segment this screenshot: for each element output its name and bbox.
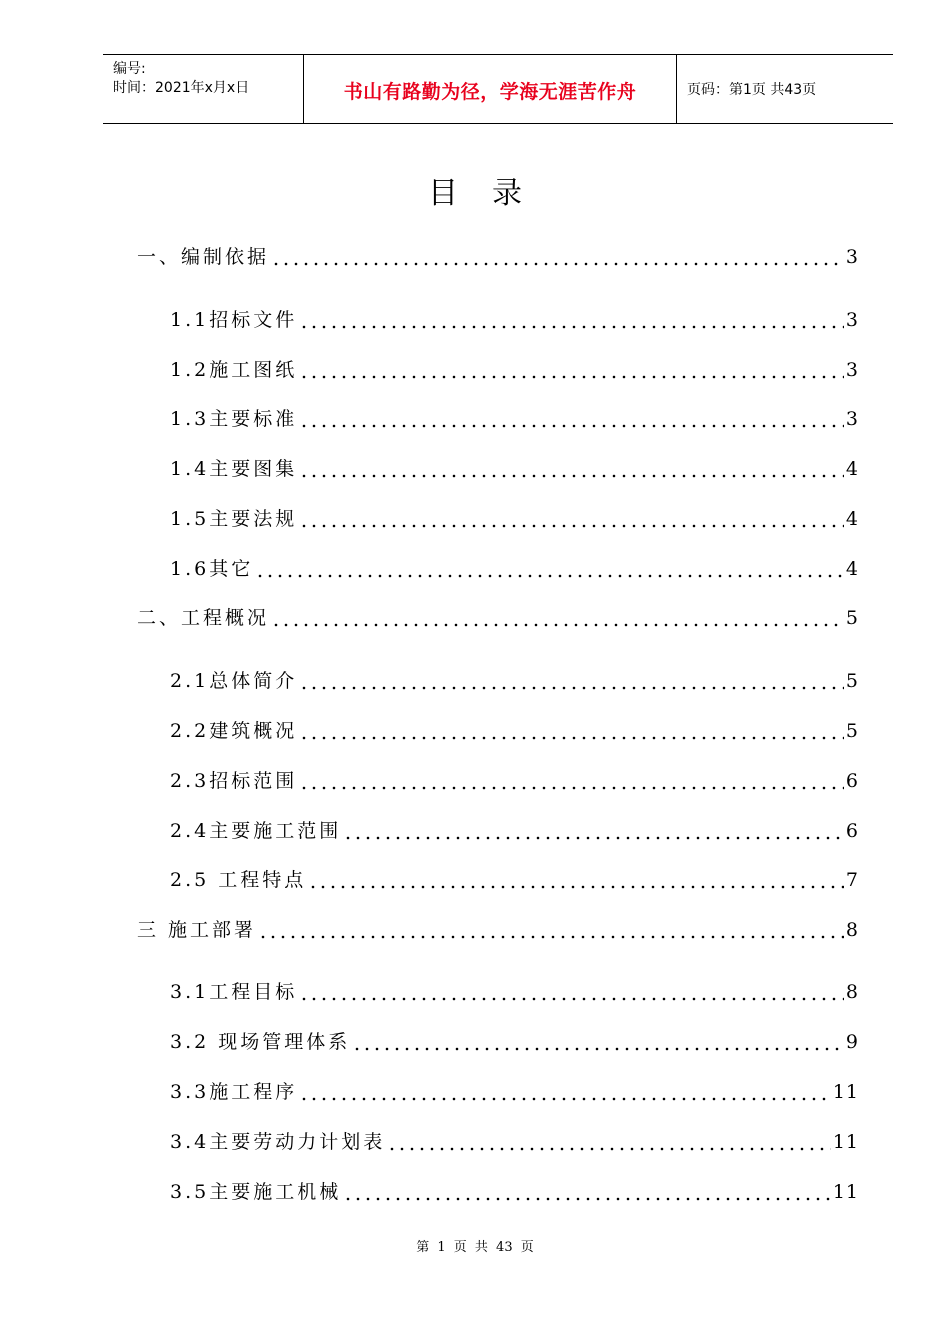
toc-dot-leader <box>299 359 844 379</box>
toc-dot-leader <box>299 408 844 428</box>
toc-dot-leader <box>299 309 844 329</box>
toc-entry[interactable] <box>170 816 859 844</box>
toc-entry-page: 5 <box>845 670 859 692</box>
toc-entry-label: 三 施工部署 <box>137 919 257 941</box>
toc-entry-page: 8 <box>845 981 859 1003</box>
header-motto: 书山有路勤为径，学海无涯苦作舟 <box>343 81 637 103</box>
toc-entry-label: 3.3施工程序 <box>170 1081 298 1103</box>
toc-entry-label: 1.3主要标准 <box>170 408 298 430</box>
toc-entry-label: 1.5主要法规 <box>170 508 298 530</box>
toc-entry[interactable] <box>170 1027 859 1055</box>
toc-entry-label: 2.5 工程特点 <box>170 869 307 891</box>
toc-entry-page: 11 <box>832 1081 859 1103</box>
toc-entry[interactable] <box>170 716 859 744</box>
toc-entry-label: 2.1总体简介 <box>170 670 298 692</box>
toc-entry-page: 5 <box>845 607 859 629</box>
toc-dot-leader <box>299 770 844 790</box>
toc-dot-leader <box>271 607 844 627</box>
toc-entry[interactable] <box>170 454 859 482</box>
toc-dot-leader <box>343 1181 831 1201</box>
toc-entry[interactable] <box>170 1077 859 1105</box>
page-title: 目录 <box>428 176 556 211</box>
toc-dot-leader <box>299 458 844 478</box>
toc-entry-page: 3 <box>845 359 859 381</box>
toc-entry-label: 一、编制依据 <box>137 246 270 268</box>
toc-entry[interactable] <box>137 242 859 270</box>
toc-entry-page: 4 <box>845 458 859 480</box>
toc-dot-leader <box>308 869 844 889</box>
toc-entry[interactable] <box>170 865 859 893</box>
toc-entry-label: 二、工程概况 <box>137 607 270 629</box>
toc-entry-page: 3 <box>845 309 859 331</box>
toc-dot-leader <box>299 1081 831 1101</box>
toc-entry-label: 1.2施工图纸 <box>170 359 298 381</box>
toc-entry[interactable] <box>170 305 859 333</box>
toc-entry[interactable] <box>170 1177 859 1205</box>
toc-entry-label: 2.2建筑概况 <box>170 720 298 742</box>
toc-entry-page: 4 <box>845 558 859 580</box>
document-time-label: 时间：2021年x月x日 <box>113 80 250 96</box>
toc-entry-page: 11 <box>832 1181 859 1203</box>
toc-entry-page: 4 <box>845 508 859 530</box>
toc-entry-page: 8 <box>845 919 859 941</box>
toc-dot-leader <box>255 558 844 578</box>
toc-entry-page: 11 <box>832 1131 859 1153</box>
toc-entry-page: 5 <box>845 720 859 742</box>
toc-entry-page: 6 <box>845 770 859 792</box>
toc-entry-label: 3.1工程目标 <box>170 981 298 1003</box>
toc-dot-leader <box>299 720 844 740</box>
toc-entry-label: 1.6其它 <box>170 558 254 580</box>
header-page-code: 页码：第1页 共43页 <box>687 82 817 98</box>
toc-dot-leader <box>299 670 844 690</box>
page-footer: 第 1 页 共 43 页 <box>416 1240 534 1255</box>
toc-entry-label: 3.4主要劳动力计划表 <box>170 1131 386 1153</box>
toc-entry-page: 3 <box>845 408 859 430</box>
toc-entry-label: 3.2 现场管理体系 <box>170 1031 351 1053</box>
toc-entry-label: 1.4主要图集 <box>170 458 298 480</box>
toc-entry[interactable] <box>170 504 859 532</box>
toc-entry-page: 7 <box>845 869 859 891</box>
toc-dot-leader <box>258 919 844 939</box>
toc-entry[interactable] <box>170 977 859 1005</box>
toc-entry-label: 1.1招标文件 <box>170 309 298 331</box>
toc-entry-label: 2.3招标范围 <box>170 770 298 792</box>
toc-entry-label: 2.4主要施工范围 <box>170 820 342 842</box>
toc-entry[interactable] <box>170 666 859 694</box>
toc-dot-leader <box>352 1031 844 1051</box>
toc-dot-leader <box>271 246 844 266</box>
toc-dot-leader <box>299 981 844 1001</box>
toc-dot-leader <box>299 508 844 528</box>
toc-entry-page: 3 <box>845 246 859 268</box>
toc-entry[interactable] <box>137 915 859 943</box>
toc-entry[interactable] <box>170 554 859 582</box>
toc-entry[interactable] <box>137 603 859 631</box>
document-number-label: 编号: <box>113 61 146 77</box>
toc-entry-page: 6 <box>845 820 859 842</box>
toc-dot-leader <box>343 820 844 840</box>
toc-entry[interactable] <box>170 766 859 794</box>
toc-entry-page: 9 <box>845 1031 859 1053</box>
toc-entry[interactable] <box>170 1127 859 1155</box>
toc-entry[interactable] <box>170 404 859 432</box>
toc-entry-label: 3.5主要施工机械 <box>170 1181 342 1203</box>
toc-entry[interactable] <box>170 355 859 383</box>
toc-dot-leader <box>387 1131 831 1151</box>
